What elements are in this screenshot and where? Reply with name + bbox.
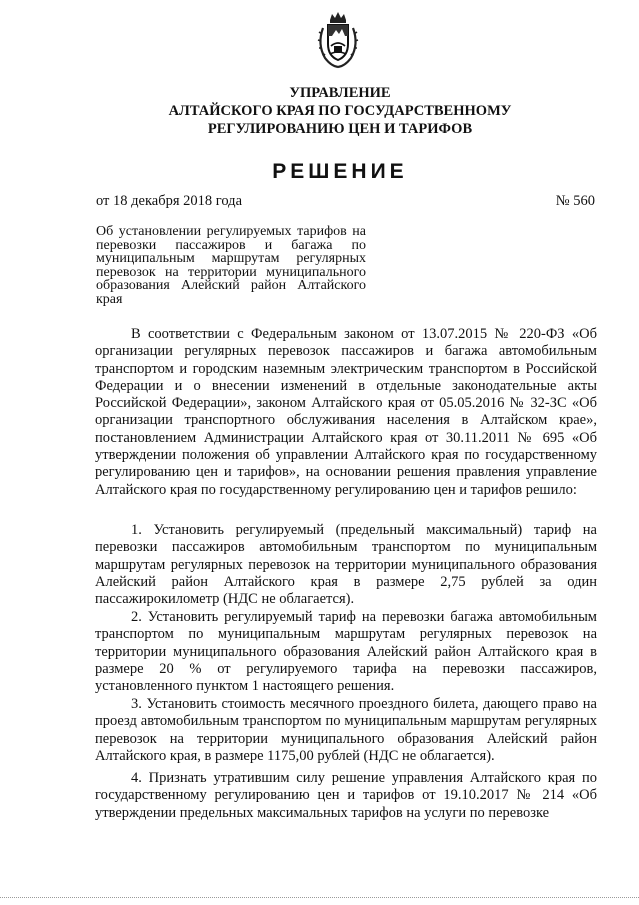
document-number: № 560 bbox=[555, 193, 595, 209]
preamble-paragraph: В соответствии с Федеральным законом от 13.07.2015 № 220-ФЗ «Об организации регулярных перевозок пассажиров и багажа автомобильным транспортом и городским наземным электрическим транспортом в Российской Федерации и о внесении изменений в отдельные законодательные акты Российской Федерации», законом Алтайского края от 05.05.2016 № 32-ЗС «Об организации транспортного обслуживания населения в Алтайском крае», постановлением Администрации Алтайского края от 30.11.2011 № 695 «Об утверждении положения об управлении Алтайского края по государственному регулированию цен и тарифов», на основании решения правления управление Алтайского края по государственному регулированию цен и тарифов решило: bbox=[95, 326, 597, 498]
clause-4-paragraph: 4. Признать утратившим силу решение управления Алтайского края по государственному регулированию цен и тарифов от 19.10.2017 № 214 «Об утверждении предельных максимальных тарифов на услуги по перевозке bbox=[95, 770, 597, 821]
document-subject: Об установлении регулируемых тарифов на перевозки пассажиров и багажа по муниципальным маршрутам регулярных перевозок на территории муниципального образования Алейский район Алтайского края bbox=[96, 224, 366, 307]
document-title: РЕШЕНИЕ bbox=[272, 160, 408, 183]
clause-1-paragraph: 1. Установить регулируемый (предельный максимальный) тариф на перевозки пассажиров автомобильным транспортом по муниципальным маршрутам регулярных перевозок на территории муниципального образования Алейский район Алтайского края в размере 2,75 рублей за один пассажирокилометр (НДС не облагается). bbox=[95, 522, 597, 608]
coat-of-arms-emblem bbox=[313, 10, 363, 70]
clause-2-paragraph: 2. Установить регулируемый тариф на перевозки багажа автомобильным транспортом по муниципальным маршрутам регулярных перевозок на территории муниципального образования Алейский район Алтайского края в размере 20 % от регулируемого тарифа на перевозки пассажиров, установленного пунктом 1 настоящего решения. bbox=[95, 609, 597, 695]
clause-3-paragraph: 3. Установить стоимость месячного проездного билета, дающего право на проезд автомобильным транспортом по муниципальным маршрутам регулярных перевозок на территории муниципального образования Алейский район Алтайского края, в размере 1175,00 рублей (НДС не облагается). bbox=[95, 696, 597, 764]
org-name-line-3: РЕГУЛИРОВАНИЮ ЦЕН И ТАРИФОВ bbox=[207, 121, 473, 137]
org-name-line-1: УПРАВЛЕНИЕ bbox=[289, 85, 391, 101]
document-date: от 18 декабря 2018 года bbox=[96, 193, 242, 209]
org-name-line-2: АЛТАЙСКОГО КРАЯ ПО ГОСУДАРСТВЕННОМУ bbox=[168, 103, 512, 119]
scan-edge-line bbox=[0, 897, 639, 898]
